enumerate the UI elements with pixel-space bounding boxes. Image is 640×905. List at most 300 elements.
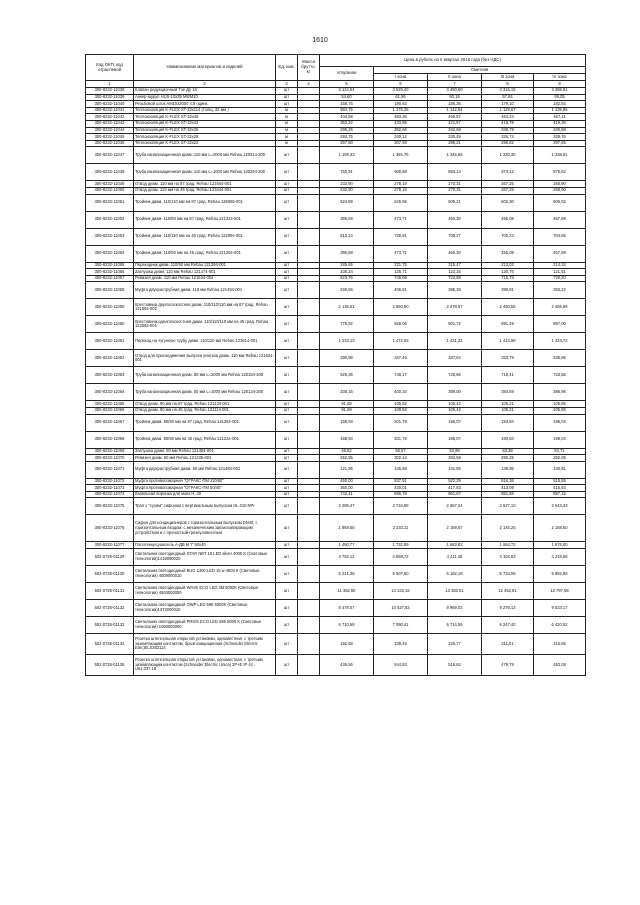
row-zone4: 195,04 [534, 431, 586, 448]
row-unit: шт [276, 101, 298, 108]
row-name: Муфта двухраструбная диам. 50 мм Rehau 121484-001 [134, 461, 276, 478]
row-code: 300-8232-11069 [86, 448, 134, 455]
row-name: Тройник диам. 110/50 мм на 45 град. Rehau 121304-001 [134, 245, 276, 262]
row-code: 502-0726-01133 [86, 617, 134, 634]
header-estimate: Сметная [374, 67, 586, 74]
row-zone2: 469,57 [428, 114, 482, 121]
header-unit: Ед. изм. [276, 55, 298, 81]
row-zone3: 179,10 [482, 101, 534, 108]
row-zone1: 1 176,25 [374, 107, 428, 114]
row-mass [298, 228, 320, 245]
row-zone1: 748,17 [374, 367, 428, 384]
row-mass [298, 140, 320, 147]
row-mass [298, 134, 320, 141]
row-zone2: 270,31 [428, 187, 482, 194]
table-body [86, 81, 586, 676]
row-mass [298, 282, 320, 299]
table-row [86, 228, 586, 245]
row-mass [298, 333, 320, 350]
row-mass [298, 583, 320, 600]
row-zone4: 59,05 [534, 94, 586, 101]
row-zone3: 464,24 [482, 114, 534, 121]
table-row [86, 478, 586, 485]
row-zone1: 2 734,68 [374, 498, 428, 515]
column-number: 9 [534, 81, 586, 88]
row-name: Муфта противопожарная "ОГРАКС-ПМ 110/60" [134, 478, 276, 485]
row-zone1: 109,52 [374, 401, 428, 408]
row-zone4: 340,88 [534, 127, 586, 134]
row-unit: шт [276, 401, 298, 408]
row-zone3: 479,79 [482, 655, 534, 676]
row-mass [298, 187, 320, 194]
row-unit: шт [276, 187, 298, 194]
row-zone2: 460,30 [428, 245, 482, 262]
table-row [86, 147, 586, 164]
row-unit: шт [276, 275, 298, 282]
row-mass [298, 431, 320, 448]
table-row [86, 367, 586, 384]
table-row [86, 101, 586, 108]
row-zone1: 745,09 [374, 275, 428, 282]
row-zone2: 395,29 [428, 282, 482, 299]
table-row [86, 299, 586, 316]
row-unit: шт [276, 384, 298, 401]
row-release: 776,82 [320, 316, 374, 333]
row-name: Ревизия диам. 50 мм Rehau 121235-002 [134, 455, 276, 462]
row-zone4: 897,00 [534, 316, 586, 333]
row-zone1: 537,51 [374, 478, 428, 485]
row-zone3: 211,01 [482, 634, 534, 655]
row-zone1: 278,19 [374, 187, 428, 194]
table-row [86, 384, 586, 401]
row-zone1: 433,85 [374, 120, 428, 127]
row-zone4: 105,86 [534, 401, 586, 408]
row-zone2: 215,47 [428, 262, 482, 269]
row-code: 300-8232-11044 [86, 127, 134, 134]
row-mass [298, 275, 320, 282]
row-mass [298, 88, 320, 95]
row-code: 300-8232-11063 [86, 367, 134, 384]
row-release: 760,91 [320, 164, 374, 181]
row-unit: шт [276, 515, 298, 542]
row-zone2: 106,42 [428, 407, 482, 414]
row-mass [298, 94, 320, 101]
column-number: 7 [428, 81, 482, 88]
row-unit: шт [276, 262, 298, 269]
table-row [86, 114, 586, 121]
row-zone2: 106,42 [428, 401, 482, 408]
row-zone1: 55,57 [374, 448, 428, 455]
row-code: 502-0726-01131 [86, 583, 134, 600]
row-zone2: 2 169,87 [428, 515, 482, 542]
table-row [86, 407, 586, 414]
row-code: 300-8232-11049 [86, 181, 134, 188]
row-unit: шт [276, 194, 298, 211]
row-zone2: 1 431,22 [428, 333, 482, 350]
row-name: Труба канализационная диам. 110 мм L=1000 мм Rehau 120294-200 [134, 164, 276, 181]
row-unit: шт [276, 431, 298, 448]
row-zone1: 7 090,41 [374, 617, 428, 634]
row-zone1: 430,01 [374, 485, 428, 492]
row-release: 1 233,13 [320, 333, 374, 350]
row-zone4: 704,56 [534, 228, 586, 245]
row-zone2: 141,55 [428, 461, 482, 478]
row-zone3: 326,74 [482, 134, 534, 141]
row-zone3: 516,36 [482, 478, 534, 485]
row-release: 626,35 [320, 367, 374, 384]
row-unit: шт [276, 498, 298, 515]
table-row [86, 94, 586, 101]
row-mass [298, 114, 320, 121]
row-unit: шт [276, 299, 298, 316]
row-unit: шт [276, 88, 298, 95]
row-unit: шт [276, 407, 298, 414]
row-release: 2 289,47 [320, 498, 374, 515]
price-table [85, 54, 586, 676]
row-unit: шт [276, 478, 298, 485]
row-release: 984,75 [320, 107, 374, 114]
row-code: 300-8232-11062 [86, 350, 134, 367]
row-name: Розетка штепсельная открытой установки, одноместная, с третьим заземляющим контактом, брызгозащищенная (Schneider Electric Etec)ELS353114 [134, 634, 276, 655]
row-unit: шт [276, 211, 298, 228]
row-name: Тройник диам. 110/110 мм на 45 град. Rehau 122084-001 [134, 228, 276, 245]
row-zone1: 201,78 [374, 414, 428, 431]
row-release: 610,24 [320, 228, 374, 245]
row-code: 300-8232-11061 [86, 333, 134, 350]
row-unit: шт [276, 566, 298, 583]
row-code: 300-8232-11050 [86, 187, 134, 194]
row-zone4: 2 158,50 [534, 515, 586, 542]
row-zone4: 105,86 [534, 407, 586, 414]
row-zone1: 928,06 [374, 316, 428, 333]
table-row [86, 498, 586, 515]
row-zone2: 417,83 [428, 485, 482, 492]
row-zone1: 2 550,90 [374, 299, 428, 316]
row-release: 257,80 [320, 140, 374, 147]
row-release: 5 241,36 [320, 566, 374, 583]
row-zone4: 4 218,58 [534, 549, 586, 566]
row-unit: шт [276, 634, 298, 655]
row-zone3: 267,25 [482, 187, 534, 194]
row-mass [298, 107, 320, 114]
row-zone2: 186,36 [428, 101, 482, 108]
row-release: 284,75 [320, 134, 374, 141]
row-zone2: 460,30 [428, 211, 482, 228]
row-mass [298, 498, 320, 515]
row-zone3: 193,84 [482, 431, 534, 448]
row-zone4: 1 423,72 [534, 333, 586, 350]
table-row [86, 275, 586, 282]
row-zone3: 700,23 [482, 228, 534, 245]
row-mass [298, 600, 320, 617]
row-mass [298, 127, 320, 134]
row-unit: шт [276, 414, 298, 431]
row-name: Переходник диам. 110/50 мм Rehau 121394-001 [134, 262, 276, 269]
table-row [86, 187, 586, 194]
row-zone3: 873,12 [482, 164, 534, 181]
row-release: 404,58 [320, 114, 374, 121]
row-name: Тройник диам. 50/50 мм на 87 град. Rehau 121254-001 [134, 414, 276, 431]
table-row [86, 245, 586, 262]
row-zone2: 609,21 [428, 194, 482, 211]
row-name: Тройник диам. 110/110 мм на 87 град. Rehau 125065-001 [134, 194, 276, 211]
row-name: Теплоизоляция K-FLEX ST-32x22 [134, 140, 276, 147]
row-release: 232,90 [320, 181, 374, 188]
row-release: 340,56 [320, 282, 374, 299]
row-mass [298, 414, 320, 431]
row-zone1: 483,26 [374, 114, 428, 121]
row-mass [298, 350, 320, 367]
row-zone4: 386,96 [534, 384, 586, 401]
row-mass [298, 515, 320, 542]
row-name: Капельная воронка для моек H, 20 [134, 491, 276, 498]
row-zone3: 1 664,72 [482, 542, 534, 549]
row-name: Светильник светодиодный PRS/S ECO LED 595 5000 K (Световые технологии) 1060000060 [134, 617, 276, 634]
row-zone3: 715,78 [482, 275, 534, 282]
row-code: 300-8232-11041 [86, 107, 134, 114]
row-mass [298, 461, 320, 478]
row-zone2: 270,31 [428, 181, 482, 188]
row-mass [298, 245, 320, 262]
row-zone4: 457,89 [534, 211, 586, 228]
row-code: 300-8232-11073 [86, 485, 134, 492]
table-row [86, 617, 586, 634]
row-zone2: 883,14 [428, 164, 482, 181]
row-release: 335,16 [320, 384, 374, 401]
table-row [86, 107, 586, 114]
row-zone4: 195,04 [534, 414, 586, 431]
row-unit: шт [276, 542, 298, 549]
header-mass: Масса брутто, кг [298, 55, 320, 81]
row-zone3: 53,38 [482, 448, 534, 455]
header-price-group: Цена в рублях на II квартал 2018 года (без НДС) [320, 55, 586, 67]
row-zone3: 455,08 [482, 245, 534, 262]
row-zone3: 3 316,15 [482, 88, 534, 95]
row-zone1: 125,71 [374, 269, 428, 276]
table-row [86, 194, 586, 211]
row-release: 168,75 [320, 101, 374, 108]
row-zone2: 1 683,82 [428, 542, 482, 549]
row-zone1: 352,66 [374, 127, 428, 134]
row-unit: м [276, 140, 298, 147]
table-row [86, 282, 586, 299]
row-zone2: 1 142,54 [428, 107, 482, 114]
row-code: 300-8232-11048 [86, 164, 134, 181]
row-name: Отвод диам. 110 мм на 45 град. Rehau 123444-001 [134, 187, 276, 194]
row-zone1: 14 133,16 [374, 583, 428, 600]
row-zone1: 340,12 [374, 134, 428, 141]
row-zone1: 347,46 [374, 350, 428, 367]
table-row [86, 134, 586, 141]
row-mass [298, 485, 320, 492]
row-mass [298, 617, 320, 634]
row-code: 300-8232-11074 [86, 491, 134, 498]
row-name: Светильник светодиодный BUG 1300 LED 15 w 4500 К (Световые технологии) 4509000010 [134, 566, 276, 583]
table-row [86, 88, 586, 95]
table-row [86, 120, 586, 127]
row-zone4: 297,65 [534, 140, 586, 147]
row-code: 300-8232-11047 [86, 147, 134, 164]
row-zone1: 201,78 [374, 431, 428, 448]
table-row [86, 333, 586, 350]
row-name: Теплоизоляция K-FLEX ST-32x114 (толщ. 32 мм ) [134, 107, 276, 114]
row-unit: шт [276, 455, 298, 462]
row-code: 300-8232-11056 [86, 269, 134, 276]
table-row [86, 566, 586, 583]
row-zone4: 53,71 [534, 448, 586, 455]
row-zone1: 239,48 [374, 634, 428, 655]
table-row [86, 401, 586, 408]
row-code: 300-8232-11066 [86, 407, 134, 414]
row-zone1: 190,62 [374, 101, 428, 108]
row-name: Переход на чугунную трубу диам. 110/110 мм Rehau 123614-001 [134, 333, 276, 350]
row-unit: м [276, 120, 298, 127]
row-release: 192,68 [320, 634, 374, 655]
row-code: 300-8232-11065 [86, 401, 134, 408]
row-release: 2 135,61 [320, 299, 374, 316]
row-zone2: 2 657,24 [428, 498, 482, 515]
column-number: 8 [482, 81, 534, 88]
row-name: Тройник диам. 50/50 мм на 45 град. Rehau 121234-001 [134, 431, 276, 448]
row-code: 502-0726-01132 [86, 600, 134, 617]
row-release: 360,00 [320, 485, 374, 492]
row-code: 300-8232-11059 [86, 299, 134, 316]
header-zone1: I зона [374, 74, 428, 81]
row-code: 300-8232-11075 [86, 498, 134, 515]
row-zone1: 400,34 [374, 384, 428, 401]
row-zone2: 293,58 [428, 455, 482, 462]
row-name: Тройник диам. 110/50 мм на 87 град. Rehau 121324-001 [134, 211, 276, 228]
row-mass [298, 101, 320, 108]
row-mass [298, 164, 320, 181]
row-zone1: 2 233,11 [374, 515, 428, 542]
row-zone4: 1 675,00 [534, 542, 586, 549]
row-name: Светильник светодиодный WAVE ECO LED 3M 5000К (Световые технологии) 4504000050 [134, 583, 276, 600]
row-code: 300-8232-11057 [86, 275, 134, 282]
row-name: Отвод диам. 50 мм на 87 град. Rehau 121134-001 [134, 401, 276, 408]
header-zone4: IV зона [534, 74, 586, 81]
row-name: Крестовина двухплоскостная диам. 110/110/110 мм на 87 град. Rehau 121564-002 [134, 299, 276, 316]
row-zone2: 226,77 [428, 634, 482, 655]
row-name: Резьбовой шток AM10x2000 4.8 оцинк. [134, 101, 276, 108]
row-zone2: 861,67 [428, 491, 482, 498]
row-zone1: 3 529,40 [374, 88, 428, 95]
row-zone1: 1 384,76 [374, 147, 428, 164]
row-code: 300-8232-11042 [86, 114, 134, 121]
row-name: Анкер-шуруп HUS-10x35 M8/M10 [134, 94, 276, 101]
row-unit: м [276, 114, 298, 121]
row-zone2: 13 383,01 [428, 583, 482, 600]
row-zone1: 473,71 [374, 245, 428, 262]
row-zone2: 515,62 [428, 655, 482, 676]
row-zone4: 2 465,68 [534, 299, 586, 316]
row-code: 300-8232-11046 [86, 140, 134, 147]
row-mass [298, 448, 320, 455]
row-zone4: 2 643,33 [534, 498, 586, 515]
row-release: 1 159,33 [320, 147, 374, 164]
page-number: 1610 [312, 37, 328, 44]
row-unit: шт [276, 600, 298, 617]
row-name: Отвод диам. 50 мм на 45 град. Rehau 121114-001 [134, 407, 276, 414]
row-zone2: 726,86 [428, 367, 482, 384]
row-unit: шт [276, 269, 298, 276]
row-unit: шт [276, 94, 298, 101]
row-zone2: 196,07 [428, 414, 482, 431]
row-zone4: 140,81 [534, 461, 586, 478]
row-code: 300-8232-11054 [86, 245, 134, 262]
row-zone2: 1 345,56 [428, 147, 482, 164]
row-code: 300-8232-11051 [86, 194, 134, 211]
row-zone2: 299,21 [428, 140, 482, 147]
table-row [86, 181, 586, 188]
row-code: 300-8232-11076 [86, 515, 134, 542]
row-zone1: 145,68 [374, 461, 428, 478]
row-zone4: 268,90 [534, 187, 586, 194]
row-zone3: 193,84 [482, 414, 534, 431]
row-zone1: 406,81 [374, 282, 428, 299]
row-zone2: 6 162,19 [428, 566, 482, 583]
row-zone2: 2 478,67 [428, 299, 482, 316]
row-unit: шт [276, 485, 298, 492]
row-zone3: 1 414,98 [482, 333, 534, 350]
row-unit: м [276, 134, 298, 141]
row-zone3: 413,09 [482, 485, 534, 492]
row-zone2: 337,62 [428, 350, 482, 367]
row-zone2: 6 714,06 [428, 617, 482, 634]
table-row [86, 316, 586, 333]
row-code: 300-8232-11060 [86, 316, 134, 333]
header-zone2: II зона [428, 74, 482, 81]
row-zone3: 719,41 [482, 367, 534, 384]
row-zone3: 105,21 [482, 407, 534, 414]
row-unit: шт [276, 164, 298, 181]
row-code: 300-8232-11072 [86, 478, 134, 485]
row-zone2: 522,29 [428, 478, 482, 485]
row-code: 300-8232-11038 [86, 88, 134, 95]
row-unit: шт [276, 333, 298, 350]
row-release: 3 752,12 [320, 549, 374, 566]
table-row [86, 262, 586, 269]
header-name: Наименование материалов и изделий [134, 55, 276, 81]
row-zone2: 901,72 [428, 316, 482, 333]
table-row [86, 269, 586, 276]
row-zone4: 335,85 [534, 350, 586, 367]
row-name: Отвод для присоединения выпуска унитаза диам. 110 мм Rehau 121624-001 [134, 350, 276, 367]
row-name: Муфта двухраструбная диам. 110 мм Rehau 121494-001 [134, 282, 276, 299]
row-zone4: 519,55 [534, 478, 586, 485]
column-number: 5 [320, 81, 374, 88]
table-row [86, 350, 586, 367]
row-name: Отвод диам. 110 мм на 87 град. Rehau 123404-001 [134, 181, 276, 188]
row-release: 363,22 [320, 120, 374, 127]
row-unit: шт [276, 181, 298, 188]
row-name: Светильник светодиодный STAR NBT 16 LED silver 4000 K (Световые технологии)1418000020 [134, 549, 276, 566]
header-release: отпускная [320, 67, 374, 81]
row-code: 300-8232-11043 [86, 120, 134, 127]
row-zone2: 196,07 [428, 431, 482, 448]
row-zone4: 6 420,52 [534, 617, 586, 634]
row-zone3: 1 129,67 [482, 107, 534, 114]
row-zone4: 1 135,95 [534, 107, 586, 114]
row-release: 232,90 [320, 187, 374, 194]
row-mass [298, 401, 320, 408]
column-number: 3 [276, 81, 298, 88]
table-row [86, 461, 586, 478]
row-code: 502-0726-01129 [86, 549, 134, 566]
row-release: 396,59 [320, 245, 374, 262]
row-zone4: 121,51 [534, 269, 586, 276]
row-zone3: 2 145,25 [482, 515, 534, 542]
